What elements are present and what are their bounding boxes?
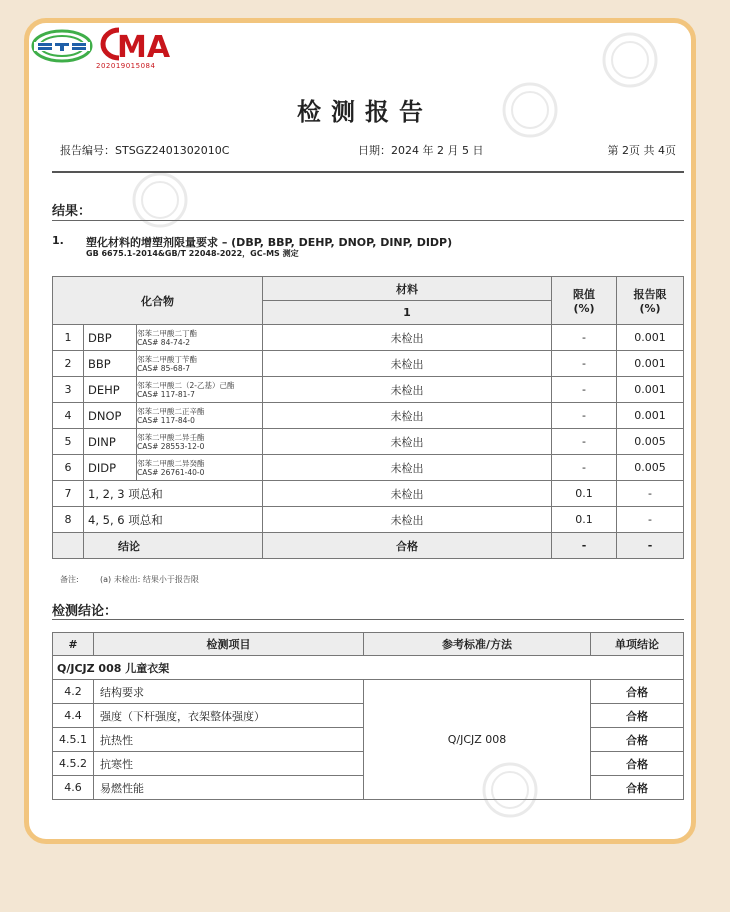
compound-cas: CAS# 117-81-7 <box>137 389 195 399</box>
group-label: Q/JCJZ 008 儿童衣架 <box>53 656 684 680</box>
compound-cas: CAS# 117-84-0 <box>137 415 195 425</box>
conclusion-divider <box>52 619 684 620</box>
compound-code: DBP <box>84 325 137 351</box>
standard-method: Q/JCJZ 008 <box>364 680 591 800</box>
row-number: 8 <box>53 507 84 533</box>
sts-watermark-icon <box>130 170 190 230</box>
report-number: 报告编号：STSGZ2401302010C <box>60 144 230 157</box>
page-indicator: 第 2页 共 4页 <box>607 144 676 157</box>
item-name: 易燃性能 <box>94 776 364 800</box>
cma-number: 202019015084 <box>96 62 156 70</box>
compound-code: DINP <box>84 429 137 455</box>
header-item: 检测项目 <box>94 633 364 656</box>
report-limit-value: 0.001 <box>617 377 684 403</box>
cma-logo-text: MA <box>117 30 171 62</box>
sum-label: 4, 5, 6 项总和 <box>84 507 263 533</box>
item-number: 1. <box>52 234 64 247</box>
row-number: 2 <box>53 351 84 377</box>
header-compound: 化合物 <box>53 277 263 325</box>
phthalate-table <box>52 276 684 559</box>
result-heading: 结果： <box>52 204 92 219</box>
table-row <box>53 680 684 704</box>
header-limit: 限值 (%) <box>552 277 617 325</box>
item-standard: GB 6675.1-2014&GB/T 22048-2022，GC-MS 测定 <box>86 249 299 258</box>
conclusion-heading: 检测结论： <box>52 604 118 619</box>
report-limit-value: - <box>617 481 684 507</box>
table-row <box>53 377 684 403</box>
material-result: 未检出 <box>263 403 552 429</box>
limit-value: 0.1 <box>552 481 617 507</box>
compound-name <box>137 455 263 481</box>
item-number: 4.6 <box>53 776 94 800</box>
compound-code: DIDP <box>84 455 137 481</box>
header-std: 参考标准/方法 <box>364 633 591 656</box>
note-text: (a) 未检出: 结果小于报告限 <box>100 575 199 584</box>
limit-value: - <box>552 429 617 455</box>
report-limit-value: 0.001 <box>617 325 684 351</box>
header-divider <box>52 171 684 173</box>
row-number: 6 <box>53 455 84 481</box>
item-result: 合格 <box>591 752 684 776</box>
row-number: 4 <box>53 403 84 429</box>
cma-logo-icon <box>95 26 175 62</box>
limit-value: 0.1 <box>552 507 617 533</box>
report-limit-value: 0.005 <box>617 429 684 455</box>
compound-name <box>137 351 263 377</box>
item-title: 塑化材料的增塑剂限量要求 – (DBP, BBP, DEHP, DNOP, DINP, DIDP) <box>86 236 453 249</box>
report-limit-value: - <box>617 507 684 533</box>
item-result: 合格 <box>591 776 684 800</box>
table-row <box>53 507 684 533</box>
table-row <box>53 325 684 351</box>
material-result: 未检出 <box>263 455 552 481</box>
limit-value: - <box>552 403 617 429</box>
page-title: 检测报告 <box>297 97 433 126</box>
material-result: 未检出 <box>263 351 552 377</box>
item-number: 4.5.2 <box>53 752 94 776</box>
item-name: 抗热性 <box>94 728 364 752</box>
compound-code: DNOP <box>84 403 137 429</box>
table-total-row <box>53 533 684 559</box>
header-material: 材料 <box>263 277 552 301</box>
compound-chinese-name: 邻苯二甲酸二丁酯 <box>137 328 197 338</box>
sts-logo-icon <box>30 28 94 64</box>
item-result: 合格 <box>591 704 684 728</box>
limit-value: - <box>552 351 617 377</box>
material-result: 未检出 <box>263 481 552 507</box>
compound-cas: CAS# 85-68-7 <box>137 363 191 373</box>
total-report: - <box>617 533 684 559</box>
compound-chinese-name: 邻苯二甲酸二异癸酯 <box>137 458 205 468</box>
header-res: 单项结论 <box>591 633 684 656</box>
compound-code: BBP <box>84 351 137 377</box>
sum-label: 1, 2, 3 项总和 <box>84 481 263 507</box>
row-number: 3 <box>53 377 84 403</box>
item-number: 4.2 <box>53 680 94 704</box>
compound-cas: CAS# 84-74-2 <box>137 337 191 347</box>
header-material-no: 1 <box>263 301 552 325</box>
compound-cas: CAS# 26761-40-0 <box>137 467 205 477</box>
material-result: 未检出 <box>263 377 552 403</box>
row-number: 1 <box>53 325 84 351</box>
compound-name <box>137 429 263 455</box>
compound-code: DEHP <box>84 377 137 403</box>
item-name: 抗寒性 <box>94 752 364 776</box>
compound-cas: CAS# 28553-12-0 <box>137 441 205 451</box>
item-number: 4.5.1 <box>53 728 94 752</box>
row-number: 7 <box>53 481 84 507</box>
item-name: 结构要求 <box>94 680 364 704</box>
note-label: 备注: <box>60 575 79 584</box>
material-result: 未检出 <box>263 325 552 351</box>
sts-watermark-icon <box>600 30 660 90</box>
total-limit: - <box>552 533 617 559</box>
limit-value: - <box>552 325 617 351</box>
report-limit-value: 0.001 <box>617 351 684 377</box>
report-limit-value: 0.005 <box>617 455 684 481</box>
compound-chinese-name: 邻苯二甲酸二正辛酯 <box>137 406 205 416</box>
limit-value: - <box>552 455 617 481</box>
compound-chinese-name: 邻苯二甲酸二异壬酯 <box>137 432 205 442</box>
compound-name <box>137 325 263 351</box>
item-name: 强度（下杆强度，衣架整体强度） <box>94 704 364 728</box>
table-row <box>53 403 684 429</box>
conclusion-table <box>52 632 684 800</box>
material-result: 未检出 <box>263 507 552 533</box>
total-label: 结论 <box>84 533 263 559</box>
header-n: # <box>53 633 94 656</box>
total-material: 合格 <box>263 533 552 559</box>
report-date: 日期：2024 年 2 月 5 日 <box>358 144 484 157</box>
item-number: 4.4 <box>53 704 94 728</box>
table-row <box>53 455 684 481</box>
compound-name <box>137 377 263 403</box>
compound-chinese-name: 邻苯二甲酸丁苄酯 <box>137 354 197 364</box>
compound-name <box>137 403 263 429</box>
table-row <box>53 351 684 377</box>
table-row <box>53 481 684 507</box>
header-report-limit: 报告限 (%) <box>617 277 684 325</box>
table-row <box>53 429 684 455</box>
material-result: 未检出 <box>263 429 552 455</box>
row-number: 5 <box>53 429 84 455</box>
result-divider <box>52 220 684 221</box>
item-result: 合格 <box>591 728 684 752</box>
item-result: 合格 <box>591 680 684 704</box>
compound-chinese-name: 邻苯二甲酸二（2-乙基）己酯 <box>137 380 235 390</box>
limit-value: - <box>552 377 617 403</box>
report-limit-value: 0.001 <box>617 403 684 429</box>
